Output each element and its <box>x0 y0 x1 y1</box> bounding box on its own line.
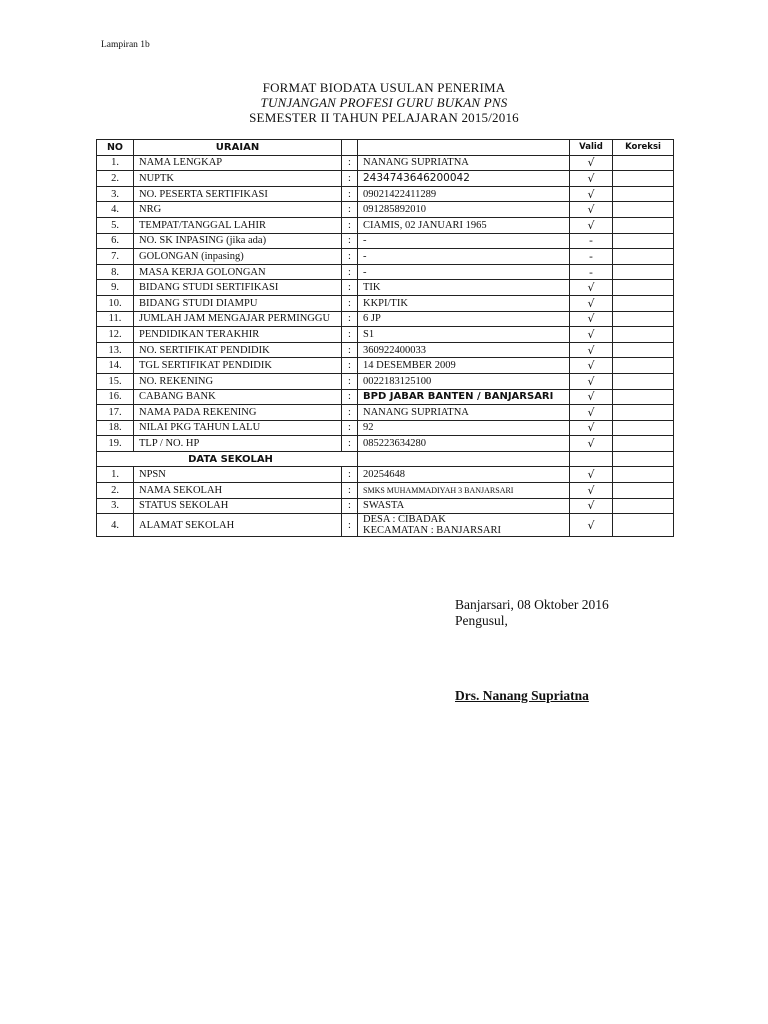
valid-check: √ <box>570 483 613 499</box>
koreksi-cell <box>613 483 674 499</box>
koreksi-cell <box>613 217 674 233</box>
row-number: 15. <box>97 373 134 389</box>
row-colon: : <box>342 155 358 171</box>
koreksi-cell <box>613 155 674 171</box>
valid-check: √ <box>570 498 613 514</box>
section-koreksi-cell <box>613 451 674 467</box>
table-row <box>97 171 674 187</box>
row-colon: : <box>342 186 358 202</box>
row-number: 2. <box>97 483 134 499</box>
table-row <box>97 405 674 421</box>
table-row <box>97 186 674 202</box>
school-row <box>97 483 674 499</box>
valid-check: √ <box>570 171 613 187</box>
valid-check: √ <box>570 420 613 436</box>
koreksi-cell <box>613 467 674 483</box>
row-number: 7. <box>97 249 134 265</box>
header-valid: Valid <box>570 140 613 156</box>
row-value: 92 <box>358 420 570 436</box>
row-number: 13. <box>97 342 134 358</box>
row-colon: : <box>342 233 358 249</box>
row-value: CIAMIS, 02 JANUARI 1965 <box>358 217 570 233</box>
valid-check: √ <box>570 405 613 421</box>
row-value: SWASTA <box>358 498 570 514</box>
document-period: SEMESTER II TAHUN PELAJARAN 2015/2016 <box>249 110 519 125</box>
row-colon: : <box>342 295 358 311</box>
signature-role: Pengusul, <box>455 613 508 628</box>
table-row <box>97 420 674 436</box>
row-label: GOLONGAN (inpasing) <box>134 249 342 265</box>
valid-check: √ <box>570 311 613 327</box>
row-label: PENDIDIKAN TERAKHIR <box>134 327 342 343</box>
table-row <box>97 202 674 218</box>
koreksi-cell <box>613 233 674 249</box>
table-row <box>97 155 674 171</box>
section-title: DATA SEKOLAH <box>97 451 358 467</box>
row-colon: : <box>342 358 358 374</box>
row-label: TLP / NO. HP <box>134 436 342 452</box>
row-label: NPSN <box>134 467 342 483</box>
koreksi-cell <box>613 311 674 327</box>
row-number: 16. <box>97 389 134 405</box>
row-number: 2. <box>97 171 134 187</box>
table-row <box>97 311 674 327</box>
koreksi-cell <box>613 171 674 187</box>
row-colon: : <box>342 498 358 514</box>
row-colon: : <box>342 420 358 436</box>
table-row <box>97 217 674 233</box>
row-value: KKPI/TIK <box>358 295 570 311</box>
table-row <box>97 264 674 280</box>
koreksi-cell <box>613 373 674 389</box>
valid-check: √ <box>570 342 613 358</box>
row-colon: : <box>342 405 358 421</box>
koreksi-cell <box>613 389 674 405</box>
table-row <box>97 342 674 358</box>
row-label: ALAMAT SEKOLAH <box>134 514 342 537</box>
row-number: 19. <box>97 436 134 452</box>
koreksi-cell <box>613 498 674 514</box>
valid-check: √ <box>570 514 613 537</box>
school-row <box>97 467 674 483</box>
valid-check: √ <box>570 155 613 171</box>
valid-check: √ <box>570 436 613 452</box>
row-value: 2434743646200042 <box>358 171 570 187</box>
row-value: S1 <box>358 327 570 343</box>
row-number: 4. <box>97 202 134 218</box>
koreksi-cell <box>613 202 674 218</box>
row-number: 10. <box>97 295 134 311</box>
row-value: 09021422411289 <box>358 186 570 202</box>
row-number: 3. <box>97 186 134 202</box>
row-label: NAMA LENGKAP <box>134 155 342 171</box>
biodata-table <box>96 139 674 537</box>
row-colon: : <box>342 436 358 452</box>
row-colon: : <box>342 217 358 233</box>
row-label: STATUS SEKOLAH <box>134 498 342 514</box>
section-valid-cell <box>570 451 613 467</box>
row-number: 12. <box>97 327 134 343</box>
row-colon: : <box>342 342 358 358</box>
table-row <box>97 389 674 405</box>
table-row <box>97 280 674 296</box>
row-label: BIDANG STUDI DIAMPU <box>134 295 342 311</box>
document-title: FORMAT BIODATA USULAN PENERIMA <box>262 80 506 95</box>
valid-check: √ <box>570 373 613 389</box>
header-koreksi: Koreksi <box>613 140 674 156</box>
row-value: 0022183125100 <box>358 373 570 389</box>
valid-check: - <box>570 249 613 265</box>
row-label: NRG <box>134 202 342 218</box>
koreksi-cell <box>613 280 674 296</box>
row-value: - <box>358 264 570 280</box>
row-label: JUMLAH JAM MENGAJAR PERMINGGU <box>134 311 342 327</box>
row-number: 9. <box>97 280 134 296</box>
valid-check: √ <box>570 280 613 296</box>
row-colon: : <box>342 202 358 218</box>
table-row <box>97 249 674 265</box>
row-value: TIK <box>358 280 570 296</box>
header-value-cell <box>358 140 570 156</box>
table-row <box>97 233 674 249</box>
row-colon: : <box>342 264 358 280</box>
row-value: 085223634280 <box>358 436 570 452</box>
valid-check: √ <box>570 295 613 311</box>
table-row <box>97 327 674 343</box>
row-colon: : <box>342 389 358 405</box>
row-number: 1. <box>97 155 134 171</box>
row-colon: : <box>342 467 358 483</box>
row-colon: : <box>342 311 358 327</box>
row-colon: : <box>342 171 358 187</box>
table-row <box>97 358 674 374</box>
koreksi-cell <box>613 358 674 374</box>
header-colon-cell <box>342 140 358 156</box>
valid-check: √ <box>570 358 613 374</box>
row-colon: : <box>342 280 358 296</box>
valid-check: √ <box>570 327 613 343</box>
row-number: 5. <box>97 217 134 233</box>
header-no: NO <box>97 140 134 156</box>
valid-check: √ <box>570 467 613 483</box>
row-number: 17. <box>97 405 134 421</box>
row-value: - <box>358 233 570 249</box>
row-value: 20254648 <box>358 467 570 483</box>
koreksi-cell <box>613 186 674 202</box>
koreksi-cell <box>613 249 674 265</box>
row-label: NO. SERTIFIKAT PENDIDIK <box>134 342 342 358</box>
row-number: 8. <box>97 264 134 280</box>
attachment-label: Lampiran 1b <box>101 40 150 50</box>
row-label: NAMA SEKOLAH <box>134 483 342 499</box>
table-row <box>97 295 674 311</box>
row-value: SMKS MUHAMMADIYAH 3 BANJARSARI <box>358 483 570 499</box>
row-colon: : <box>342 483 358 499</box>
row-label: NO. REKENING <box>134 373 342 389</box>
row-label: TGL SERTIFIKAT PENDIDIK <box>134 358 342 374</box>
table-header-row <box>97 140 674 156</box>
koreksi-cell <box>613 264 674 280</box>
valid-check: - <box>570 233 613 249</box>
signature-name: Drs. Nanang Supriatna <box>455 688 589 703</box>
table-row <box>97 436 674 452</box>
koreksi-cell <box>613 514 674 537</box>
koreksi-cell <box>613 327 674 343</box>
row-value: 14 DESEMBER 2009 <box>358 358 570 374</box>
row-value: NANANG SUPRIATNA <box>358 405 570 421</box>
row-number: 14. <box>97 358 134 374</box>
address-line-1: DESA : CIBADAK <box>363 514 446 526</box>
valid-check: - <box>570 264 613 280</box>
row-value: - <box>358 249 570 265</box>
koreksi-cell <box>613 405 674 421</box>
signature-place-date: Banjarsari, 08 Oktober 2016 <box>455 597 609 612</box>
row-value: 091285892010 <box>358 202 570 218</box>
row-label: TEMPAT/TANGGAL LAHIR <box>134 217 342 233</box>
row-label: NAMA PADA REKENING <box>134 405 342 421</box>
row-label: CABANG BANK <box>134 389 342 405</box>
valid-check: √ <box>570 389 613 405</box>
koreksi-cell <box>613 295 674 311</box>
row-value: 360922400033 <box>358 342 570 358</box>
row-label: NO. SK INPASING (jika ada) <box>134 233 342 249</box>
document-subtitle: TUNJANGAN PROFESI GURU BUKAN PNS <box>260 95 508 110</box>
school-row <box>97 498 674 514</box>
row-value: BPD JABAR BANTEN / BANJARSARI <box>358 389 570 405</box>
row-label: NUPTK <box>134 171 342 187</box>
koreksi-cell <box>613 420 674 436</box>
row-value: NANANG SUPRIATNA <box>358 155 570 171</box>
koreksi-cell <box>613 342 674 358</box>
row-colon: : <box>342 373 358 389</box>
row-label: NO. PESERTA SERTIFIKASI <box>134 186 342 202</box>
row-number: 6. <box>97 233 134 249</box>
row-number: 4. <box>97 514 134 537</box>
school-row <box>97 514 674 537</box>
header-uraian: URAIAN <box>134 140 342 156</box>
row-label: MASA KERJA GOLONGAN <box>134 264 342 280</box>
row-label: BIDANG STUDI SERTIFIKASI <box>134 280 342 296</box>
address-line-2: KECAMATAN : BANJARSARI <box>363 525 502 537</box>
row-number: 11. <box>97 311 134 327</box>
valid-check: √ <box>570 217 613 233</box>
table-row <box>97 373 674 389</box>
valid-check: √ <box>570 202 613 218</box>
koreksi-cell <box>613 436 674 452</box>
row-number: 1. <box>97 467 134 483</box>
section-header-row <box>97 451 674 467</box>
row-label: NILAI PKG TAHUN LALU <box>134 420 342 436</box>
valid-check: √ <box>570 186 613 202</box>
row-number: 18. <box>97 420 134 436</box>
row-value <box>358 514 570 537</box>
row-value: 6 JP <box>358 311 570 327</box>
row-colon: : <box>342 327 358 343</box>
row-colon: : <box>342 514 358 537</box>
row-number: 3. <box>97 498 134 514</box>
row-colon: : <box>342 249 358 265</box>
section-value-cell <box>358 451 570 467</box>
